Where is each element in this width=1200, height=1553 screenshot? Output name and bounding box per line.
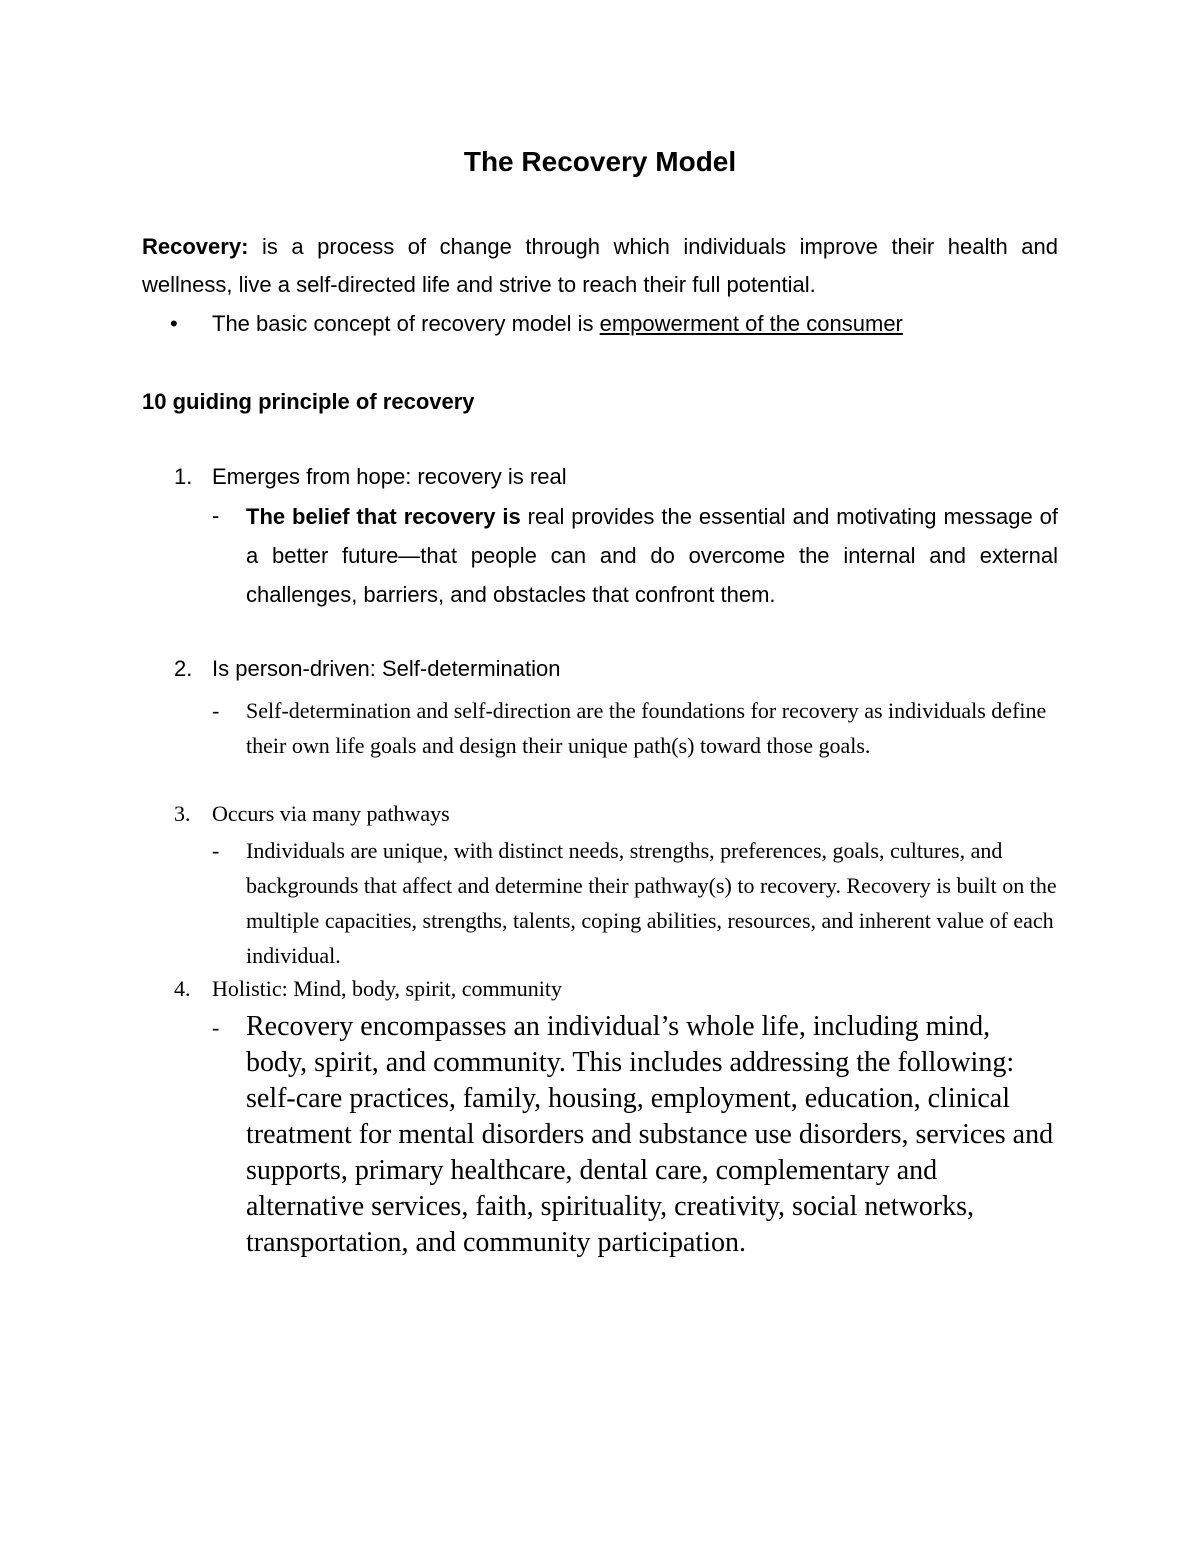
bullet-symbol: •: [170, 311, 178, 336]
principle-heading: [174, 464, 567, 490]
bullet-text-wrap: [212, 305, 903, 343]
definition-term: Recovery:: [142, 234, 249, 259]
bullet-text: The basic concept of recovery model is: [212, 311, 600, 336]
principle-body-bold: The belief that recovery is: [246, 504, 521, 529]
dash-marker: -: [212, 1015, 220, 1040]
principle-number: 4.: [174, 976, 191, 1001]
principle-heading: [174, 976, 562, 1002]
dash-marker: -: [212, 698, 220, 723]
principle-title: Emerges from hope: recovery is real: [212, 464, 567, 489]
definition-text: is a process of change through which individuals improve their health and wellness, live a self-directed life and strive to reach their full potential.: [142, 234, 1058, 297]
principle-number: 1.: [174, 464, 193, 489]
principle-body-text: real provides the essential and motivating message of a better future—that people can and do overcome the internal and external challenges, barriers, and obstacles that confront them.: [246, 504, 1058, 607]
principle-body: Self-determination and self-direction are the foundations for recovery as individuals define their own life goals and design their unique path(s) toward those goals.: [246, 698, 1047, 758]
section-heading: 10 guiding principle of recovery: [142, 389, 475, 414]
principle-title: Occurs via many pathways: [212, 801, 450, 826]
principle-heading: [174, 656, 561, 682]
principle-body: [246, 497, 1058, 614]
page-title: The Recovery Model: [463, 146, 737, 177]
principle-title: Holistic: Mind, body, spirit, community: [212, 976, 562, 1001]
dash-marker: -: [212, 838, 220, 863]
principle-title: Is person-driven: Self-determination: [212, 656, 561, 681]
principle-number: 2.: [174, 656, 193, 681]
bullet-emphasis: empowerment of the consumer: [599, 311, 903, 336]
principle-number: 3.: [174, 801, 191, 826]
principle-body: Individuals are unique, with distinct needs, strengths, preferences, goals, cultures, and backgrounds that affect and determine their pathway(s) to recovery. Recovery is built on the multiple capacities, strengths, talents, coping abilities, resources, and inherent value of each individual.: [246, 838, 1057, 968]
dash-marker: -: [212, 503, 220, 528]
principle-body: Recovery encompasses an individual’s whole life, including mind, body, spirit, and community. This includes addressing the following: self-care practices, family, housing, employment, education, clinical treatment for mental disorders and substance use disorders, services and supports, primary healthcare, dental care, complementary and alternative services, faith, spirituality, creativity, social networks, transportation, and community participation.: [246, 1011, 1054, 1258]
recovery-definition: [142, 228, 1058, 304]
principle-heading: [174, 801, 450, 827]
